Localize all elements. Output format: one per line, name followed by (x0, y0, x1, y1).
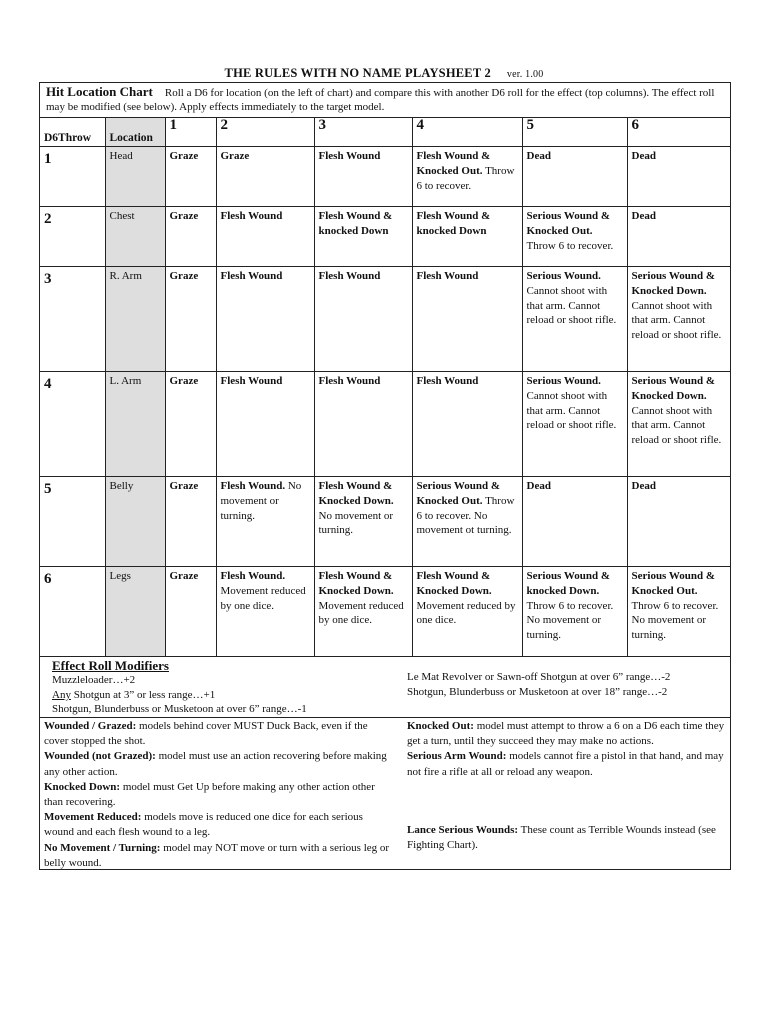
effect-col-header: 5 (522, 118, 627, 147)
definition-lance-serious-wounds (407, 823, 727, 853)
effect-cell (165, 372, 216, 477)
effect-detail: Movement reduced by one dice. (318, 599, 404, 627)
effect-cell (314, 207, 412, 267)
effect-detail: Movement reduced by one dice. (220, 584, 306, 612)
effect-cell (314, 147, 412, 207)
table-row (40, 147, 730, 207)
effect-cell (627, 147, 730, 207)
effect-cell (627, 267, 730, 372)
definition-text: models move is reduced one dice for each serious wound and each flesh wound to a leg. (44, 811, 363, 839)
modifier-shotgun-close-text: Shotgun at 3” or less range…+1 (70, 688, 216, 701)
effect-cell (216, 207, 314, 267)
definition-term: Knocked Down: (44, 780, 121, 793)
effect-cell (627, 372, 730, 477)
effect-result: Flesh Wound & knocked Down (416, 210, 491, 237)
effect-cell (314, 372, 412, 477)
effect-cell (412, 147, 522, 207)
modifier-lemat: Le Mat Revolver or Sawn-off Shotgun at over 6” range…-2 (407, 671, 671, 683)
effect-detail: Throw 6 to recover. No movement or turning. (631, 599, 719, 642)
effect-result: Flesh Wound (416, 270, 479, 282)
effect-cell (216, 267, 314, 372)
location-cell: Head (105, 147, 165, 207)
definition-wounded-grazed (44, 719, 394, 749)
definition-knocked-down (44, 780, 394, 810)
effect-cell (412, 372, 522, 477)
effect-result: Graze (220, 150, 250, 162)
effect-cell (216, 372, 314, 477)
effect-cell (165, 477, 216, 567)
modifier-shotgun-close (52, 688, 412, 703)
definition-text: models cannot fire a pistol in that hand, and may not fire a rifle at all or reload any weapon. (407, 750, 724, 778)
effect-result: Flesh Wound & Knocked Out. (416, 150, 491, 177)
location-cell: Legs (105, 567, 165, 657)
effect-cell (216, 147, 314, 207)
effect-detail: Throw 6 to recover. No movement or turning. (526, 599, 614, 642)
effect-cell (522, 372, 627, 477)
d6throw-header: D6Throw (40, 118, 105, 147)
effect-detail: No movement or turning. (220, 480, 302, 522)
definition-term: No Movement / Turning: (44, 841, 161, 854)
effect-cell (165, 147, 216, 207)
effect-definitions (40, 718, 730, 869)
definition-text: model must Get Up before making any other action other than recovering. (44, 780, 375, 809)
effect-result: Flesh Wound (220, 270, 283, 282)
effect-cell (165, 267, 216, 372)
definition-text: These count as Terrible Wounds instead (see Fighting Chart). (407, 823, 716, 852)
effect-cell (412, 567, 522, 657)
table-row (40, 567, 730, 657)
effect-result: Serious Wound & Knocked Out. (526, 210, 611, 237)
table-row (40, 207, 730, 267)
definition-text: model must use an action recovering before making any other action. (44, 750, 387, 778)
effect-result: Flesh Wound & Knocked Down. (318, 570, 394, 597)
location-cell: Belly (105, 477, 165, 567)
effect-detail: Throw 6 to recover. (416, 164, 515, 192)
effect-cell (412, 267, 522, 372)
effect-detail: Cannot shoot with that arm. Cannot reload or shoot rifle. (526, 389, 617, 432)
d6-roll-number: 5 (40, 477, 105, 567)
effect-cell (165, 567, 216, 657)
any-emphasis: Any (52, 688, 71, 701)
effect-result: Flesh Wound. (220, 570, 286, 582)
effect-result: Dead (631, 210, 656, 222)
table-header-row (40, 118, 730, 147)
effect-result: Graze (169, 210, 199, 222)
effect-result: Flesh Wound & Knocked Down. (318, 480, 394, 507)
effect-col-header: 3 (314, 118, 412, 147)
d6-roll-number: 1 (40, 147, 105, 207)
effect-cell (522, 267, 627, 372)
effect-result: Flesh Wound (318, 150, 381, 162)
effect-cell (314, 477, 412, 567)
definition-wounded-not-grazed (44, 749, 394, 779)
effect-result: Flesh Wound (318, 270, 381, 282)
effect-result: Serious Wound. (526, 270, 601, 282)
effect-col-header: 2 (216, 118, 314, 147)
modifier-muzzleloader: Muzzleloader…+2 (52, 674, 136, 686)
d6-roll-number: 3 (40, 267, 105, 372)
effect-result: Serious Wound & Knocked Down. (631, 375, 716, 402)
d6-roll-number: 6 (40, 567, 105, 657)
definition-text: model must attempt to throw a 6 on a D6 each time they get a turn, until they succeed they may make no actions. (407, 720, 725, 748)
effect-detail: Cannot shoot with that arm. Cannot reload or shoot rifle. (631, 404, 722, 447)
hit-location-table (40, 118, 730, 657)
effect-cell (522, 567, 627, 657)
effect-result: Graze (169, 375, 199, 387)
effect-cell (412, 477, 522, 567)
effect-detail: Throw 6 to recover. No movement ot turning. (416, 494, 515, 537)
effect-result: Graze (169, 270, 199, 282)
definition-text: model may NOT move or turn with a serious leg or belly wound. (44, 841, 390, 869)
modifiers-title: Effect Roll Modifiers (52, 658, 169, 673)
effect-result: Graze (169, 570, 199, 582)
definition-term: Movement Reduced: (44, 811, 142, 824)
table-row (40, 267, 730, 372)
effect-result: Serious Wound & Knocked Down. (631, 270, 716, 297)
definition-text: models behind cover MUST Duck Back, even if the cover stopped the shot. (44, 720, 368, 748)
d6-roll-number: 2 (40, 207, 105, 267)
effect-col-header: 6 (627, 118, 730, 147)
d6-roll-number: 4 (40, 372, 105, 477)
hit-location-heading: Hit Location Chart (46, 84, 153, 99)
effect-result: Flesh Wound (220, 210, 283, 222)
definition-no-movement (44, 841, 394, 871)
hit-location-instructions: Roll a D6 for location (on the left of chart) and compare this with another D6 roll for the effect (top columns). The effect roll may be modified (see below). Apply effects immediately to the target model. (46, 87, 715, 113)
effect-result: Flesh Wound (220, 375, 283, 387)
spacer (407, 780, 727, 823)
effect-result: Graze (169, 480, 199, 492)
effect-result: Serious Wound & Knocked Out. (416, 480, 501, 507)
effect-cell (522, 147, 627, 207)
effect-result: Dead (526, 480, 551, 492)
effect-result: Flesh Wound (416, 375, 479, 387)
location-cell: Chest (105, 207, 165, 267)
effect-result: Flesh Wound & knocked Down (318, 210, 393, 237)
page-title (0, 66, 768, 81)
modifier-shotgun-18: Shotgun, Blunderbuss or Musketoon at over 18” range…-2 (407, 685, 668, 698)
effect-cell (522, 477, 627, 567)
table-row (40, 372, 730, 477)
definition-term: Wounded / Grazed: (44, 720, 137, 732)
definition-term: Wounded (not Grazed): (44, 750, 156, 763)
definition-serious-arm-wound (407, 749, 727, 779)
location-cell: R. Arm (105, 267, 165, 372)
effect-result: Dead (631, 150, 656, 162)
location-header: Location (105, 118, 165, 147)
effect-result: Serious Wound. (526, 375, 601, 387)
effect-detail: Cannot shoot with that arm. Cannot reload or shoot rifle. (526, 284, 617, 327)
effect-result: Flesh Wound & Knocked Down. (416, 570, 492, 597)
effect-cell (314, 267, 412, 372)
effect-detail: Movement reduced by one dice. (416, 599, 516, 627)
effect-detail: Throw 6 to recover. (526, 239, 614, 252)
playsheet-title: THE RULES WITH NO NAME PLAYSHEET 2 (224, 66, 491, 80)
effect-col-header: 4 (412, 118, 522, 147)
effect-result: Serious Wound & Knocked Out. (631, 570, 716, 597)
effect-cell (165, 207, 216, 267)
effect-detail: Cannot shoot with that arm. Cannot reload or shoot rifle. (631, 299, 722, 342)
effect-roll-modifiers (40, 656, 730, 718)
definitions-left (44, 719, 394, 871)
effect-cell (627, 207, 730, 267)
effect-cell (522, 207, 627, 267)
version-label: ver. 1.00 (506, 69, 544, 80)
table-row (40, 477, 730, 567)
effect-cell (314, 567, 412, 657)
effect-cell (412, 207, 522, 267)
playsheet (39, 82, 731, 870)
effect-cell (627, 477, 730, 567)
effect-cell (216, 567, 314, 657)
effect-cell (627, 567, 730, 657)
hit-location-intro (40, 83, 730, 118)
effect-result: Graze (169, 150, 199, 162)
definition-term: Lance Serious Wounds: (407, 823, 519, 836)
definition-movement-reduced (44, 810, 394, 840)
effect-result: Serious Wound & knocked Down. (526, 570, 611, 597)
effect-result: Dead (526, 150, 551, 162)
definition-term: Knocked Out: (407, 720, 474, 732)
effect-col-header: 1 (165, 118, 216, 147)
definitions-right (407, 719, 727, 853)
effect-detail: No movement or turning. (318, 509, 394, 537)
definition-knocked-out (407, 719, 727, 749)
effect-cell (216, 477, 314, 567)
effect-result: Dead (631, 480, 656, 492)
location-cell: L. Arm (105, 372, 165, 477)
effect-result: Flesh Wound. (220, 480, 286, 492)
definition-term: Serious Arm Wound: (407, 750, 507, 763)
effect-result: Flesh Wound (318, 375, 381, 387)
modifier-shotgun-far: Shotgun, Blunderbuss or Musketoon at over 6” range…-1 (52, 703, 307, 716)
